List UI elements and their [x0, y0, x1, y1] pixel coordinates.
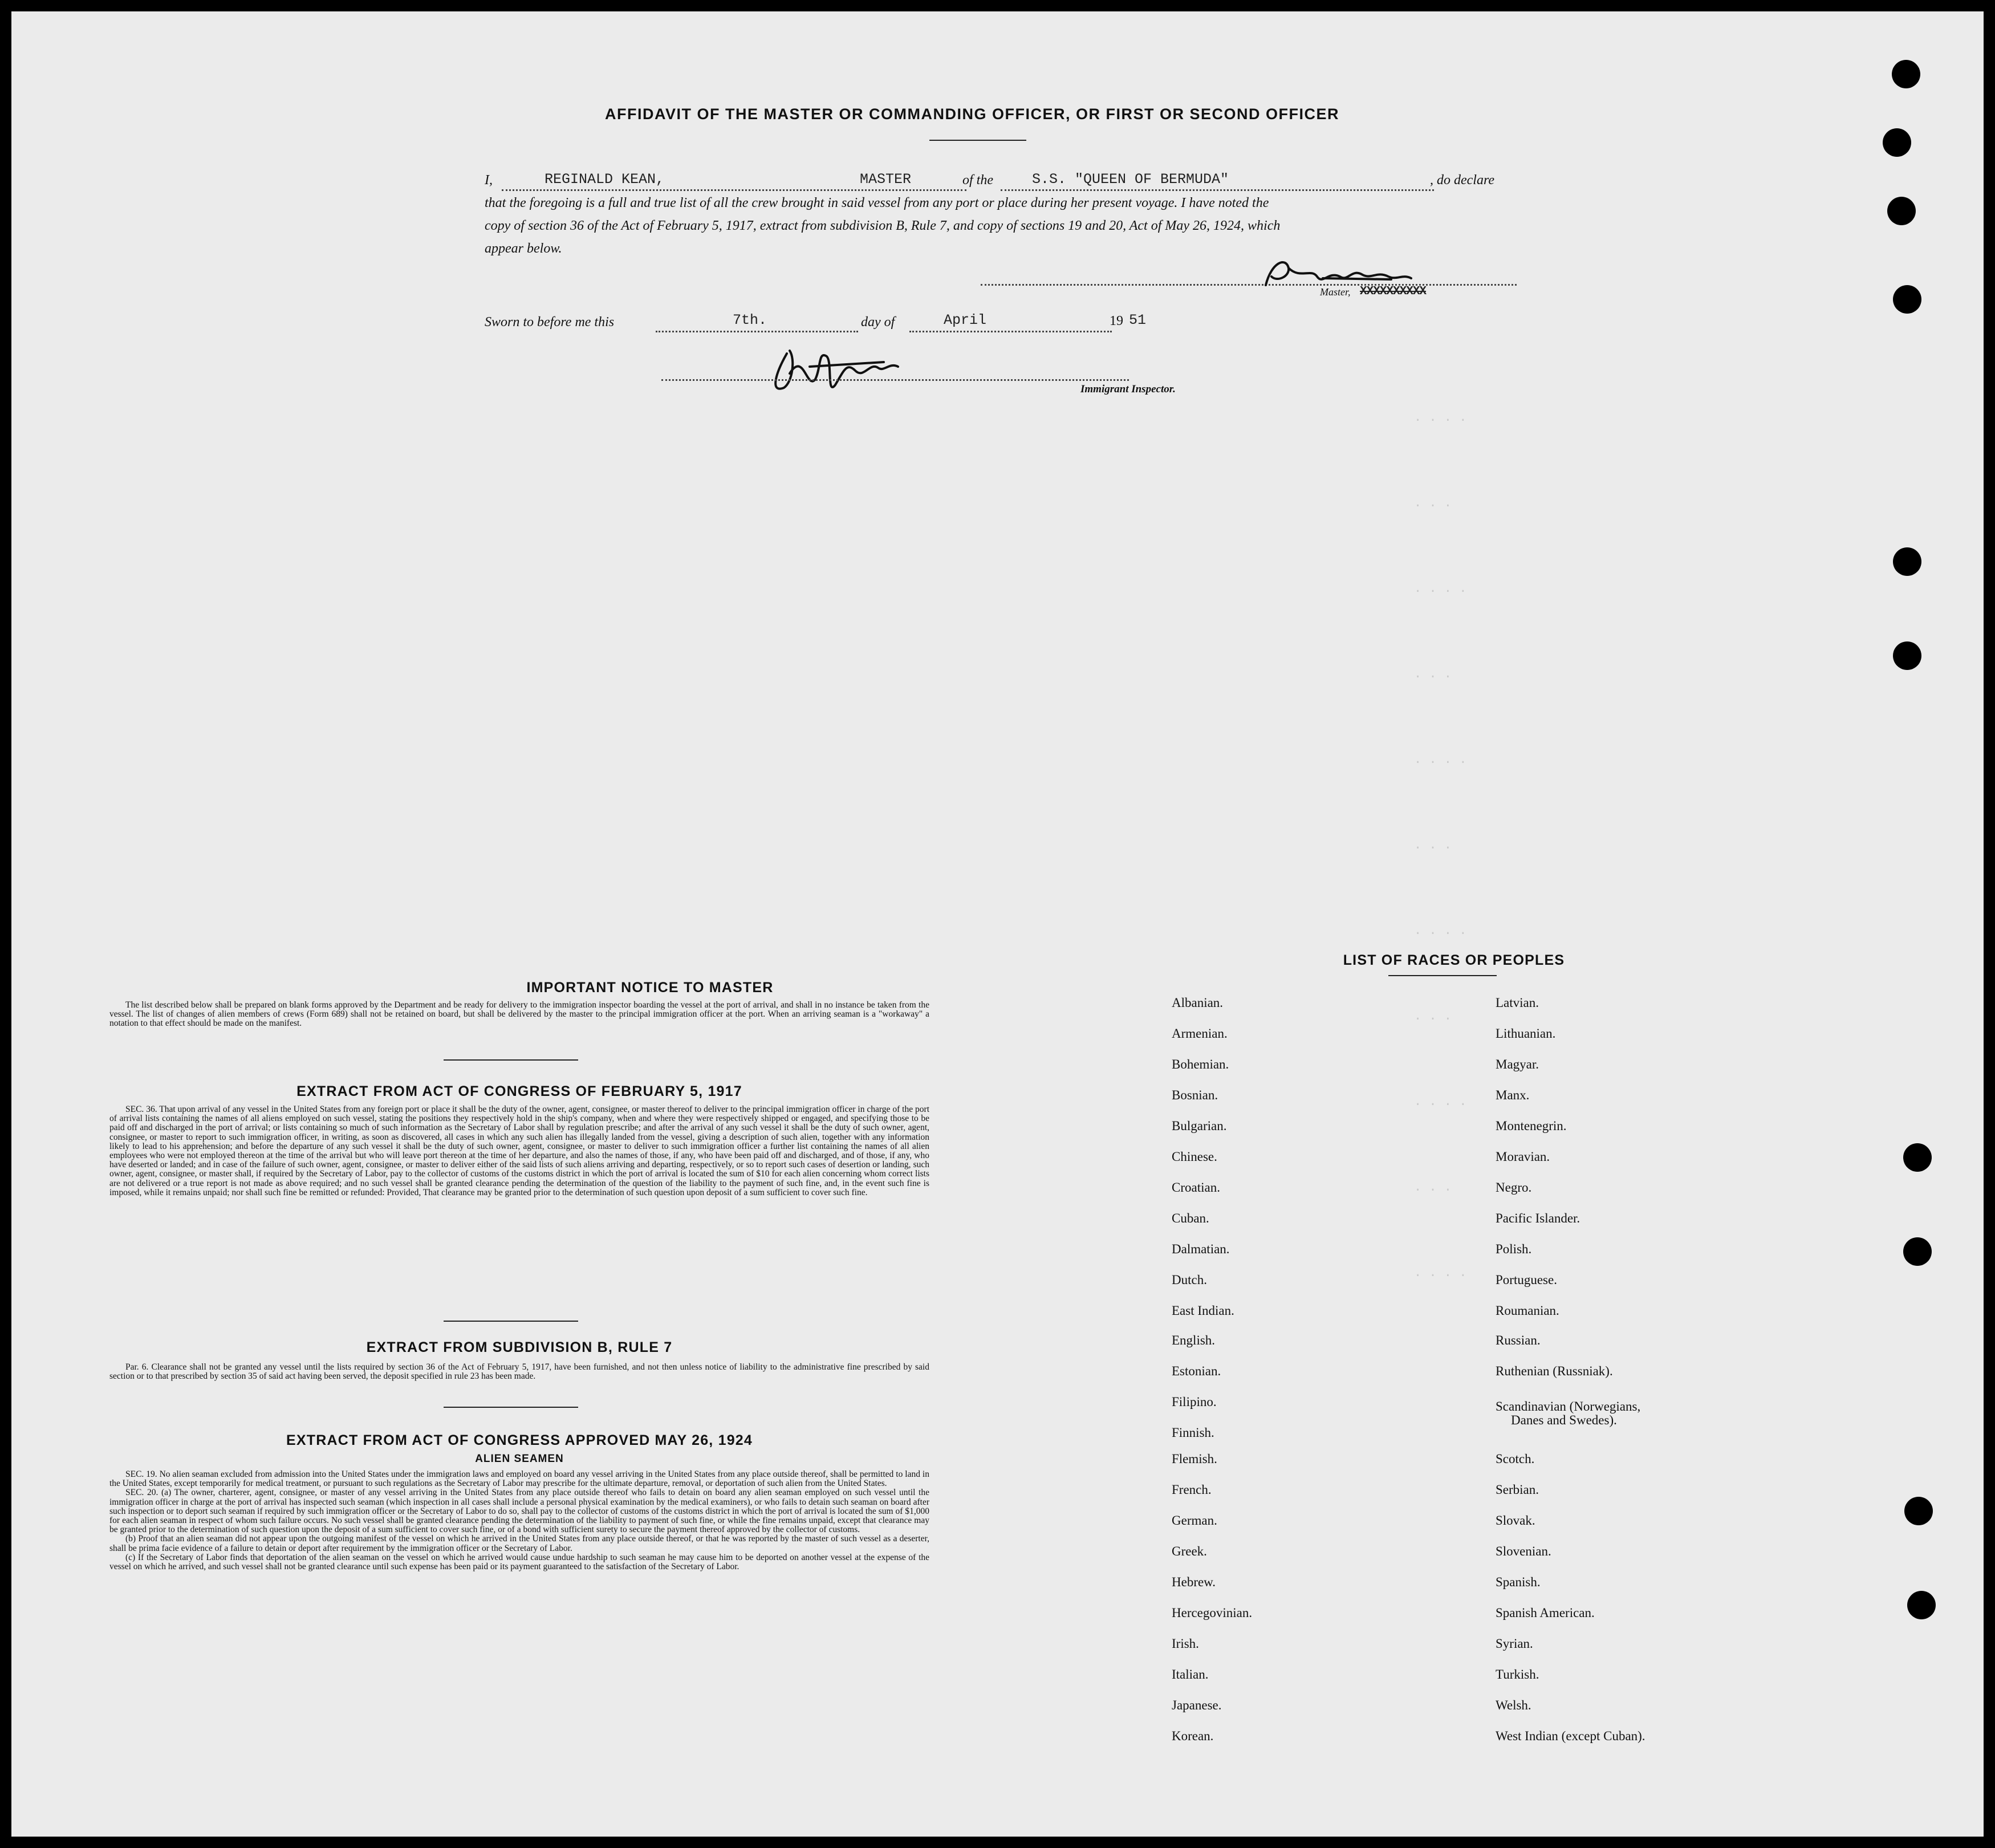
race-item: Manx.: [1496, 1088, 1530, 1102]
race-item: Filipino.: [1172, 1395, 1217, 1409]
affidavit-title: AFFIDAVIT OF THE MASTER OR COMMANDING OFFICER, OR FIRST OR SECOND OFFICER: [605, 105, 1339, 123]
race-item: German.: [1172, 1513, 1217, 1528]
race-item: Spanish American.: [1496, 1606, 1595, 1620]
race-item: English.: [1172, 1333, 1216, 1347]
race-item: Latvian.: [1496, 996, 1539, 1010]
punch-hole: [1892, 60, 1920, 88]
race-item: Chinese.: [1172, 1150, 1217, 1164]
year-prefix: 19: [1110, 314, 1123, 328]
master-caption: Master,: [1320, 286, 1351, 298]
race-item: Dalmatian.: [1172, 1242, 1230, 1256]
name-field-line: [502, 189, 966, 191]
race-item-continued: Danes and Swedes).: [1511, 1413, 1617, 1427]
race-item: Cuban.: [1172, 1211, 1209, 1225]
punch-hole: [1893, 285, 1921, 314]
race-item: Lithuanian.: [1496, 1026, 1556, 1041]
race-item: Bosnian.: [1172, 1088, 1218, 1102]
race-item: Serbian.: [1496, 1483, 1539, 1497]
race-item: Greek.: [1172, 1544, 1207, 1558]
year-suffix: 51: [1129, 312, 1147, 328]
race-item: Estonian.: [1172, 1364, 1221, 1378]
section-20a-paragraph: SEC. 20. (a) The owner, charterer, agent, consignee, or master of any vessel arriving in the United States from any place outside thereof who fails to detain on board any alien seaman employed on such vessel until the immigration officer in charge at the port of arrival has inspected such seaman (which inspection in all cases shall include a personal physical examination by the medical examiners), or who fails to detain such seaman on board after such inspection or to deport such seaman if required by such immigration officer or the Secretary of Labor to do so, shall pay to the collector of customs of the customs district in which the port of arrival is located the sum of $1,000 for each alien seaman in respect of whom such failure occurs. No such vessel shall be granted clearance pending the determination of the liability to payment of such fine, or while the fine remains unpaid, except that clearance may be granted prior to the determination of such question upon the deposit of a sum sufficient to cover such fine, or of a bond with sufficient surety to secure the payment thereof approved by the collector of customs.: [109, 1488, 929, 1535]
punch-hole: [1907, 1591, 1936, 1619]
race-item: Armenian.: [1172, 1026, 1228, 1041]
notice-text: [109, 1001, 929, 1029]
race-item: Croatian.: [1172, 1180, 1220, 1195]
sworn-month: April: [944, 312, 987, 328]
vessel-field-line: [1001, 189, 1434, 191]
race-item: Finnish.: [1172, 1425, 1214, 1440]
of-the-label: of the: [962, 173, 993, 188]
race-item: Portuguese.: [1496, 1273, 1557, 1287]
inspector-signature-line: [661, 379, 1129, 381]
race-item: Albanian.: [1172, 996, 1224, 1010]
paragraph-6: Par. 6. Clearance shall not be granted any vessel until the lists required by section 36 of the Act of February 5, 1917, have been furnished, and not then unless notice of liability to the administrative fine prescribed by said section or to that prescribed by section 35 of said act having been served, the deposit specified in rule 23 has been made.: [109, 1362, 929, 1382]
section-19-paragraph: SEC. 19. No alien seaman excluded from admission into the United States under the immigration laws and employed on board any vessel arriving in the United States from any place outside thereof, shall be permitted to land in the United States, except temporarily for medical treatment, or pursuant to such regulations as the Secretary of Labor may prescribe for the ultimate departure, removal, or deportation of such alien from the United States.: [109, 1469, 929, 1489]
struck-out-text: XXXXXXXXXX: [1360, 285, 1427, 298]
inspector-signature-image: [764, 339, 946, 402]
race-item: Ruthenian (Russniak).: [1496, 1364, 1613, 1378]
race-item: Roumanian.: [1496, 1303, 1559, 1318]
race-item: Moravian.: [1496, 1150, 1550, 1164]
race-item: Negro.: [1496, 1180, 1532, 1195]
race-item: Korean.: [1172, 1729, 1214, 1743]
races-title: LIST OF RACES OR PEOPLES: [1343, 952, 1565, 968]
section-divider: [444, 1321, 578, 1322]
race-item: Pacific Islander.: [1496, 1211, 1580, 1225]
signature-line: [981, 284, 1517, 286]
vessel-name: S.S. "QUEEN OF BERMUDA": [1032, 171, 1229, 188]
section-20b-paragraph: (b) Proof that an alien seaman did not appear upon the outgoing manifest of the vessel on which he arrived in the United States from any place outside thereof, or that he was reported by the master of such vessel as a deserter, shall be prima facie evidence of a failure to detain or deport after requirement by the immigration officer or the Secretary of Labor.: [109, 1534, 929, 1553]
sworn-label: Sworn to before me this: [485, 315, 615, 330]
race-item: Slovenian.: [1496, 1544, 1551, 1558]
day-of-label: day of: [861, 315, 895, 330]
section-divider: [444, 1407, 578, 1408]
race-item: Scandinavian (Norwegians,: [1496, 1399, 1641, 1414]
master-name: REGINALD KEAN,: [545, 171, 665, 188]
race-item: Welsh.: [1496, 1698, 1531, 1712]
race-item: Irish.: [1172, 1636, 1199, 1651]
race-item: Hercegovinian.: [1172, 1606, 1253, 1620]
punch-hole: [1893, 547, 1921, 576]
punch-hole: [1903, 1143, 1932, 1172]
document-page: . . . . . . . . . . . . . . . . . . . . . . . . . . . . . . . . . . . . . . . AFFIDAVIT OF THE MASTER OR COMMANDING OFFICER, OR FIRST OR SECOND OFFICER I, REGINALD KEAN, MASTER of the S.S. "QUEEN OF BERMUDA" , do declare that the foregoing is a full and true list of all the crew brought in said vessel from any port or place during her present voyage. I have noted the copy of section 36 of the Act of February 5, 1917, extract from subdivision B, Rule 7, and copy of sections 19 and 20, Act of May 26, 1924, which appear below. Master, XXXXXXXXXX Sworn to before me this 7th. day of April 19 51 Immigrant Inspector. IMPORTANT NOTICE TO MASTER The list described below shall be prepared on blank forms approved by the Department and be ready for delivery to the immigration inspector boarding the vessel at the port of arrival, and shall in no instance be taken from the vessel. The list of changes of alien members of crews (Form 689) shall not be retained on board, but shall be delivered by the master to the principal immigration officer at the port. When an arriving seaman is a "workaway" a notation to that effect should be made on the manifest. EXTRACT FROM ACT OF CONGRESS OF FEBRUARY 5, 1917 SEC. 36. That upon arrival of any vessel in the United States from any foreign port or place it shall be the duty of the owner, agent, consignee, or master thereof to deliver to the principal immigration officer in charge of the port of arrival lists containing the names of all aliens employed on such vessel, stating the positions they respectively hold in the ship's company, when and where they were respectively shipped or engaged, and specifying those to be paid off and discharged in the port of arrival; or lists containing so much of such information as the Secretary of Labor shall by regulation prescribe; and after the arrival of any such vessel it shall be the duty of such owner, agent, consignee, or master to report to such immigration officer, in writing, as soon as discovered, all cases in which any such alien has illegally landed from the vessel, giving a description of such alien, together with any information likely to lead to his apprehension; and before the departure of any such vessel it shall be the duty of such owner, agent, consignee, or master to deliver to such immigration officer a further list containing the names of all alien employees who were not employed thereon at the time of the arrival but who will leave port thereon at the time of her departure, and also the names of those, if any, who have been paid off and discharged, and of those, if any, who have deserted or landed; and in case of the failure of such owner, agent, consignee, or master to deliver either of the said lists of such aliens arriving and departing, respectively, or so to report such cases of desertion or landing, such owner, agent, consignee, or master shall, if required by the Secretary of Labor, pay to the collector of customs of the customs district in which the port of arrival is located the sum of $10 for each alien concerning whom correct lists are not delivered or a true report is not made as above required; and no such vessel shall be granted clearance pending the determination of the question of the liability to the payment of such fine, and, in the event such fine is imposed, while it remains unpaid; nor shall such fine be remitted or refunded: Provided, That clearance may be granted prior to the determination of such question upon deposit of a sum sufficient to cover such fine. EXTRACT FROM SUBDIVISION B, RULE 7 Par. 6. Clearance shall not be granted any vessel until the lists required by section 36 of the Act of February 5, 1917, have been furnished, and not then unless notice of liability to the administrative fine prescribed by said section or to that prescribed by section 35 of said act having been served, the deposit specified in rule 23 has been made. EXTRACT FROM ACT OF CONGRESS APPROVED MAY 26, 1924 ALIEN SEAMEN SEC. 19. No alien seaman excluded from admission into the United States under the immigration laws and employed on board any vessel arriving in the United States from any place outside thereof, shall be permitted to land in the United States, except temporarily for medical treatment, or pursuant to such regulations as the Secretary of Labor may prescribe for the ultimate departure, removal, or deportation of such alien from the United States. SEC. 20. (a) The owner, charterer, agent, consignee, or master of any vessel arriving in the United States from any place outside thereof who fails to detain on board any alien seaman employed on such vessel until the immigration officer in charge at the port of arrival has inspected such seaman (which inspection in all cases shall include a personal physical examination by the medical examiners), or who fails to detain such seaman on board after such inspection or to deport such seaman if required by such immigration officer or the Secretary of Labor to do so, shall pay to the collector of customs of the customs district in which the port of arrival is located the sum of $1,000 for each alien seaman in respect of whom such failure occurs. No such vessel shall be granted clearance pending the determination of the liability to payment of such fine, or while the fine remains unpaid, except that clearance may be granted prior to the determination of such question upon the deposit of a sum sufficient to cover such fine, or of a bond with sufficient surety to secure the payment thereof approved by the collector of customs. (b) Proof that an alien seaman did not appear upon the outgoing manifest of the vessel on which he arrived in the United States from any place outside thereof, or that he was reported by the master of such vessel as a deserter, shall be prima facie evidence of a failure to detain or deport after requirement by the immigration officer or the Secretary of Labor. (c) If the Secretary of Labor finds that deportation of the alien seaman on the vessel on which he arrived would cause undue hardship to such seaman he may cause him to be deported on another vessel at the expense of the vessel on which he arrived, and such vessel shall not be granted clearance until such expense has been paid or its payment guaranteed to the satisfaction of the Secretary of Labor. LIST OF RACES OR PEOPLES Albanian. Armenian. Bohemian. Bosnian. Bulgarian. Chinese. Croatian. Cuban. Dalmatian. Dutch. East Indian. English. Estonian. Filipino. Finnish. Flemish. French. German. Greek. Hebrew. Hercegovinian. Irish. Italian. Japanese. Korean. Latvian. Lithuanian. Magyar. Manx. Montenegrin. Moravian. Negro. Pacific Islander. Polish. Portuguese. Roumanian. Russian. Ruthenian (Russniak). Scandinavian (Norwegians, Danes and Swedes). Scotch. Serbian. Slovak. Slovenian. Spanish. Spanish American. Syrian. Turkish. Welsh. West Indian (except Cuban).: [11, 11, 1984, 1837]
punch-hole: [1887, 197, 1916, 225]
extract-1924-text: [109, 1470, 929, 1571]
sworn-day: 7th.: [733, 312, 767, 328]
race-item: Turkish.: [1496, 1667, 1539, 1682]
notice-title: IMPORTANT NOTICE TO MASTER: [526, 980, 774, 996]
races-divider: [1388, 975, 1497, 976]
extract-1917-title: EXTRACT FROM ACT OF CONGRESS OF FEBRUARY 5, 1917: [296, 1083, 742, 1099]
section-divider: [444, 1059, 578, 1061]
race-item: Japanese.: [1172, 1698, 1222, 1712]
punch-hole: [1904, 1497, 1933, 1525]
race-item: Bulgarian.: [1172, 1119, 1227, 1133]
month-field-line: [909, 331, 1112, 332]
race-item: Italian.: [1172, 1667, 1209, 1682]
punch-hole: [1903, 1237, 1932, 1266]
race-item: Syrian.: [1496, 1636, 1533, 1651]
race-item: Scotch.: [1496, 1452, 1535, 1466]
alien-seamen-subtitle: ALIEN SEAMEN: [475, 1453, 564, 1465]
i-label: I,: [485, 173, 493, 188]
punch-hole: [1883, 128, 1911, 157]
declaration-line-4: appear below.: [485, 241, 562, 256]
race-item: Spanish.: [1496, 1575, 1541, 1589]
race-item: East Indian.: [1172, 1303, 1234, 1318]
notice-paragraph: The list described below shall be prepared on blank forms approved by the Department and be ready for delivery to the immigration inspector boarding the vessel at the port of arrival, and shall in no instance be taken from the vessel. The list of changes of alien members of crews (Form 689) shall not be retained on board, but shall be delivered by the master to the principal immigration officer at the port. When an arriving seaman is a "workaway" a notation to that effect should be made on the manifest.: [109, 1000, 929, 1029]
day-field-line: [656, 331, 858, 332]
section-36-paragraph: SEC. 36. That upon arrival of any vessel in the United States from any foreign port or place it shall be the duty of the owner, agent, consignee, or master thereof to deliver to the principal immigration officer in charge of the port of arrival lists containing the names of all aliens employed on such vessel, stating the positions they respectively hold in the ship's company, when and where they were respectively shipped or engaged, and specifying those to be paid off and discharged in the port of arrival; or lists containing so much of such information as the Secretary of Labor shall by regulation prescribe; and after the arrival of any such vessel it shall be the duty of such owner, agent, consignee, or master to report to such immigration officer, in writing, as soon as discovered, all cases in which any such alien has illegally landed from the vessel, giving a description of such alien, together with any information likely to lead to his apprehension; and before the departure of any such vessel it shall be the duty of such owner, agent, consignee, or master to deliver to such immigration officer a further list containing the names of all alien employees who were not employed thereon at the time of the arrival but who will leave port thereon at the time of her departure, and also the names of those, if any, who have been paid off and discharged, and of those, if any, who have deserted or landed; and in case of the failure of such owner, agent, consignee, or master to deliver either of the said lists of such aliens arriving and departing, respectively, or so to report such cases of desertion or landing, such owner, agent, consignee, or master shall, if required by the Secretary of Labor, pay to the collector of customs of the customs district in which the port of arrival is located the sum of $10 for each alien concerning whom correct lists are not delivered or a true report is not made as above required; and no such vessel shall be granted clearance pending the determination of the question of the liability to the payment of such fine, and, in the event such fine is imposed, while it remains unpaid; nor shall such fine be remitted or refunded: Provided, That clearance may be granted prior to the determination of such question upon deposit of a sum sufficient to cover such fine.: [109, 1104, 929, 1197]
section-20c-paragraph: (c) If the Secretary of Labor finds that deportation of the alien seaman on the vessel on which he arrived would cause undue hardship to such seaman he may cause him to be deported on another vessel at the expense of the vessel on which he arrived, and such vessel shall not be granted clearance until such expense has been paid or its payment guaranteed to the satisfaction of the Secretary of Labor.: [109, 1552, 929, 1572]
race-item: Magyar.: [1496, 1057, 1539, 1071]
race-item: Polish.: [1496, 1242, 1532, 1256]
extract-1924-title: EXTRACT FROM ACT OF CONGRESS APPROVED MAY 26, 1924: [286, 1432, 753, 1448]
race-item: Dutch.: [1172, 1273, 1207, 1287]
inspector-caption: Immigrant Inspector.: [1080, 383, 1176, 395]
do-declare-label: , do declare: [1430, 173, 1495, 188]
subdivision-b-title: EXTRACT FROM SUBDIVISION B, RULE 7: [366, 1339, 673, 1355]
punch-hole: [1893, 641, 1921, 670]
race-item: Bohemian.: [1172, 1057, 1229, 1071]
title-divider: [929, 140, 1026, 141]
master-rank: MASTER: [860, 171, 912, 188]
race-item: Montenegrin.: [1496, 1119, 1567, 1133]
race-item: Slovak.: [1496, 1513, 1535, 1528]
race-item: West Indian (except Cuban).: [1496, 1729, 1645, 1743]
subdivision-b-text: [109, 1363, 929, 1381]
race-item: Russian.: [1496, 1333, 1541, 1347]
race-item: Hebrew.: [1172, 1575, 1216, 1589]
declaration-line-3: copy of section 36 of the Act of February 5, 1917, extract from subdivision B, Rule 7, and copy of sections 19 and 20, Act of May 26, 1924, which: [485, 218, 1281, 233]
declaration-line-2: that the foregoing is a full and true list of all the crew brought in said vessel from any port or place during her present voyage. I have noted the: [485, 196, 1269, 210]
race-item: Flemish.: [1172, 1452, 1217, 1466]
race-item: French.: [1172, 1483, 1212, 1497]
extract-1917-text: [109, 1105, 929, 1197]
